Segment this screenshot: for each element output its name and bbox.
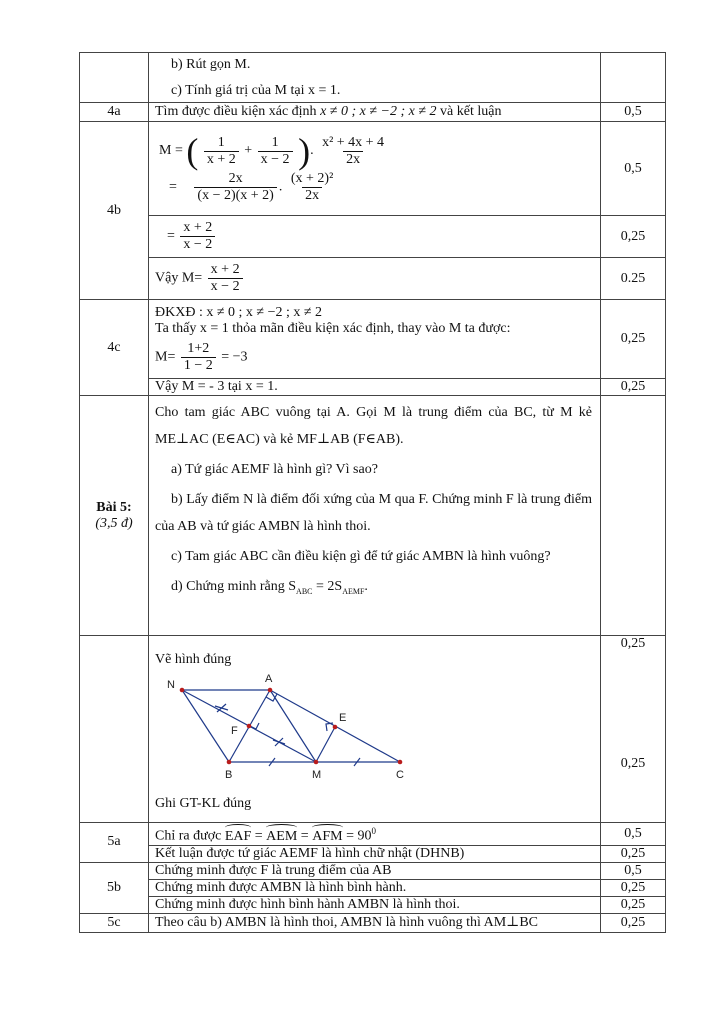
- geometry-figure: [155, 674, 415, 784]
- label-5a: 5a: [80, 823, 149, 863]
- label-N: N: [167, 679, 175, 691]
- label-5c: 5c: [80, 913, 149, 932]
- formula-4b-1: M = ( $\frac{1}{x + 2}$ + $\frac{1}{x - 2}$ ). $\frac{\text{x² + 4x + 4}}{2x}$ = $\frac{2x}{(x - 2)(x + 2)}$ . $\frac{\text{(x + 2)²}}{2x}$: [149, 122, 601, 216]
- row-5b-3: [80, 896, 666, 913]
- score-5b-2: 0,25: [601, 879, 666, 896]
- label-bai5: Bài 5: (3,5 đ): [80, 396, 149, 636]
- ve-hinh-text: Vẽ hình đúng: [155, 652, 232, 667]
- cell-score: [601, 53, 666, 103]
- text-5b-3: Chứng minh được hình bình hành AMBN là hình thoi.: [149, 896, 601, 913]
- row-4b-2: [80, 216, 666, 258]
- point-B: [227, 760, 232, 765]
- fraction-3: $\frac{\text{x² + 4x + 4}}{2x}$: [322, 134, 385, 167]
- text-4c-2: Vậy M = - 3 tại x = 1.: [149, 379, 601, 396]
- score-4c-1: 0,25: [601, 300, 666, 379]
- figure-cell: [149, 636, 601, 823]
- label-4b: 4b: [80, 122, 149, 300]
- label-A: A: [265, 674, 273, 685]
- label-4a: 4a: [80, 103, 149, 122]
- label-C: C: [396, 769, 404, 781]
- text-5b-2: Chứng minh được AMBN là hình bình hành.: [149, 879, 601, 896]
- score-5b-3: 0,25: [601, 896, 666, 913]
- score-4b-2: 0,25: [601, 216, 666, 258]
- row-4b-3: [80, 258, 666, 300]
- label-5b: 5b: [80, 862, 149, 913]
- gt-kl-text: Ghi GT-KL đúng: [155, 796, 252, 811]
- score-5b-1: 0,5: [601, 862, 666, 879]
- fraction-4: $\frac{2x}{(x - 2)(x + 2)}$: [194, 171, 276, 204]
- fraction-2: $\frac{1}{x - 2}$: [258, 135, 293, 168]
- cell-label: [80, 53, 149, 103]
- label-4c: 4c: [80, 300, 149, 396]
- label-E: E: [339, 712, 347, 724]
- row-5c: [80, 913, 666, 932]
- paren-open: (: [186, 131, 199, 171]
- point-F: [247, 724, 252, 729]
- text-5a-1: Chỉ ra được EAF = AEM = AFM = $90^0$: [149, 823, 601, 846]
- text-5b-1: Chứng minh được F là trung điểm của AB: [149, 862, 601, 879]
- point-C: [398, 760, 403, 765]
- label-B: B: [225, 769, 233, 781]
- score-5a-1: 0,5: [601, 823, 666, 846]
- fraction-8: $\frac{1+2}{1 - 2}$: [181, 341, 216, 374]
- cell-content: [149, 53, 601, 103]
- row-5b-2: [80, 879, 666, 896]
- text-4a: Tìm được điều kiện xác định x ≠ 0 ; x ≠ −2 ; x ≠ 2 và kết luận: [149, 103, 601, 122]
- fraction-7: $\frac{x + 2}{x - 2}$: [208, 262, 243, 295]
- formula-4b-3: Vậy M= $\frac{x + 2}{x - 2}$: [149, 258, 601, 300]
- grading-table: [79, 52, 666, 933]
- label-F: F: [231, 725, 238, 737]
- score-5a-2: 0,25: [601, 845, 666, 862]
- fraction-1: $\frac{1}{x + 2}$: [204, 135, 239, 168]
- score-figure: 0,25 0,25: [601, 636, 666, 823]
- row-bai5: [80, 396, 666, 636]
- row-5b-1: [80, 862, 666, 879]
- score-4b-1: 0,5: [601, 122, 666, 216]
- point-M: [314, 760, 319, 765]
- fraction-6: $\frac{x + 2}{x - 2}$: [180, 220, 215, 253]
- score-4c-2: 0,25: [601, 379, 666, 396]
- item-b: b) Rút gọn M.: [171, 56, 251, 72]
- text-5a-2: Kết luận được tứ giác AEMF là hình chữ nhật (DHNB): [149, 845, 601, 862]
- row-4c-2: [80, 379, 666, 396]
- score-4b-3: 0.25: [601, 258, 666, 300]
- row-4c-1: [80, 300, 666, 379]
- paren-close: ): [298, 131, 311, 171]
- fraction-5: $\frac{\text{(x + 2)²}}{2x}$: [290, 171, 334, 203]
- row-5a-1: [80, 823, 666, 846]
- item-c: c) Tính giá trị của M tại x = 1.: [171, 82, 341, 98]
- row-4a: [80, 103, 666, 122]
- cell-score: [601, 396, 666, 636]
- formula-4b-2: = $\frac{x + 2}{x - 2}$: [149, 216, 601, 258]
- score-4a: 0,5: [601, 103, 666, 122]
- row-figure: [80, 636, 666, 823]
- row-4b-1: [80, 122, 666, 216]
- point-N: [180, 688, 185, 693]
- text-5c: Theo câu b) AMBN là hình thoi, AMBN là hình vuông thì AM⊥BC: [149, 913, 601, 932]
- text-4c: ĐKXĐ : x ≠ 0 ; x ≠ −2 ; x ≠ 2 Ta thấy x = 1 thỏa mãn điều kiện xác định, thay vào M ta được: M= $\frac{1+2}{1 - 2}$ = −3: [149, 300, 601, 379]
- row-4-intro: [80, 53, 666, 103]
- problem-statement: Cho tam giác ABC vuông tại A. Gọi M là trung điểm của BC, từ M kẻ ME⊥AC (E∈AC) và kẻ MF⊥AB (F∈AB). a) Tứ giác AEMF là hình gì? Vì sao? b) Lấy điểm N là điểm đối xứng của M qua F. Chứng minh F là trung điểm của AB và tứ giác AMBN là hình thoi. c) Tam giác ABC cần điều kiện gì để tứ giác AMBN là hình vuông? d) Chứng minh rằng $S_{ABC} = 2S_{AEMF}$.: [149, 396, 601, 636]
- row-5a-2: [80, 845, 666, 862]
- point-E: [333, 725, 338, 730]
- point-A: [268, 688, 273, 693]
- score-5c: 0,25: [601, 913, 666, 932]
- label-M: M: [312, 769, 322, 781]
- cell-label: [80, 636, 149, 823]
